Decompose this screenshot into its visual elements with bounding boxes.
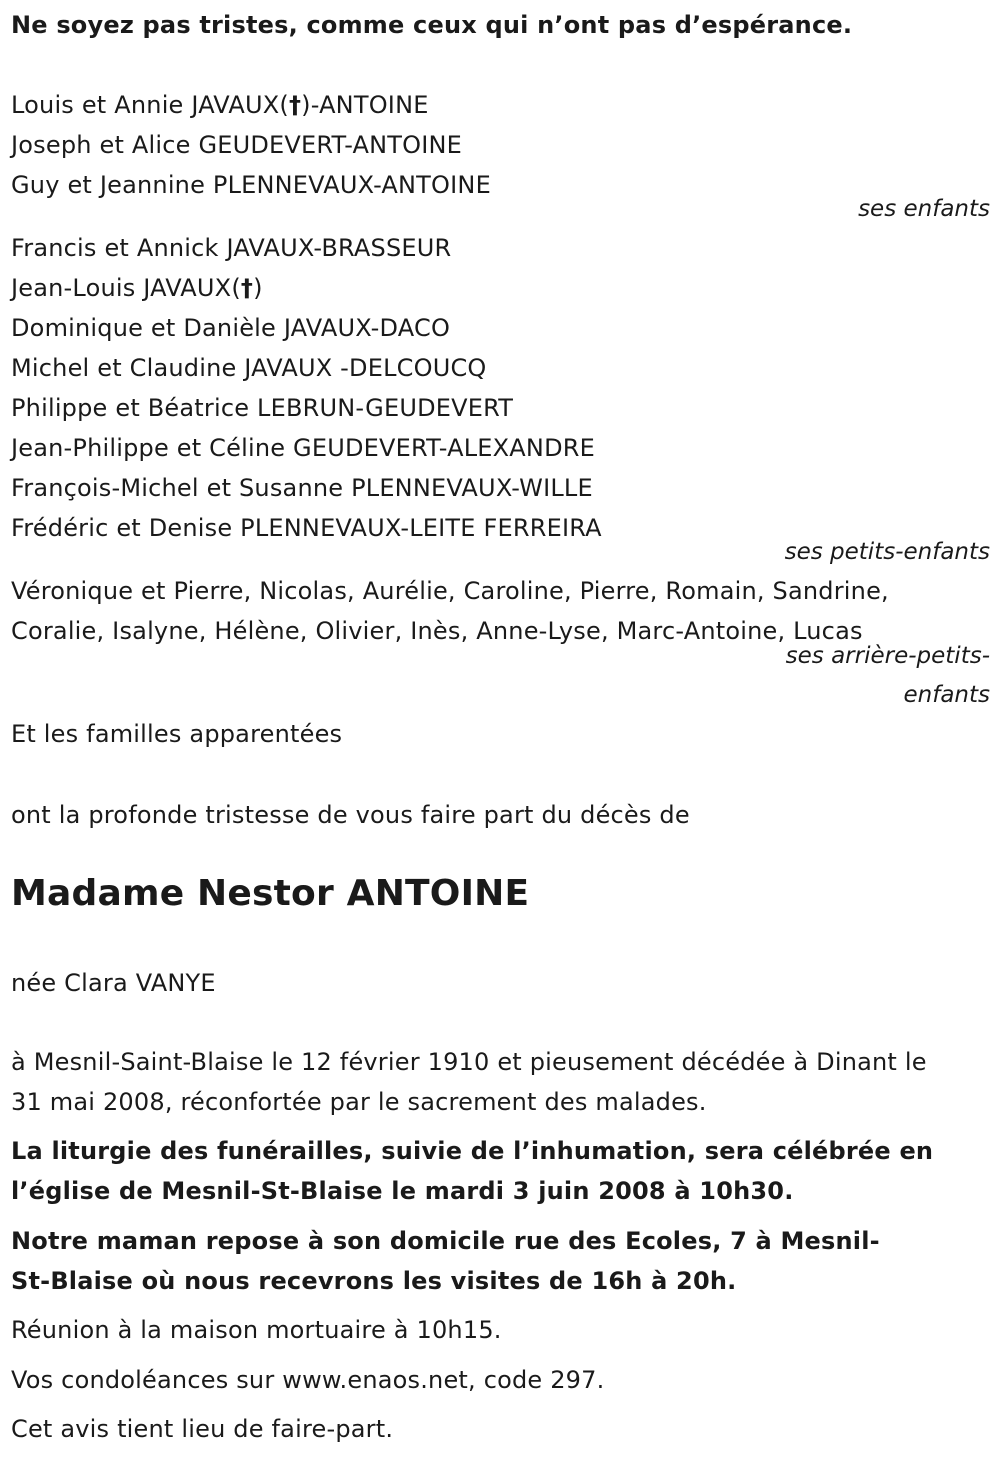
birth-death-line: à Mesnil-Saint-Blaise le 12 février 1910 et pieusement décédée à Dinant le [11, 1048, 927, 1076]
grandchild-line: Jean-Philippe et Céline GEUDEVERT-ALEXANDRE [11, 434, 596, 462]
grandchild-line: Philippe et Béatrice LEBRUN-GEUDEVERT [11, 394, 514, 422]
visitation-line: Notre maman repose à son domicile rue des Ecoles, 7 à Mesnil- [11, 1227, 880, 1255]
announcement-line: ont la profonde tristesse de vous faire part du décès de [11, 801, 690, 829]
child-line: Joseph et Alice GEUDEVERT-ANTOINE [11, 131, 463, 159]
cross-icon: † [288, 91, 302, 119]
condolences-line: Vos condoléances sur www.enaos.net, code 297. [11, 1366, 605, 1394]
grandchild-line: Michel et Claudine JAVAUX -DELCOUCQ [11, 354, 487, 382]
name-text: )-ANTOINE [301, 91, 429, 119]
visitation-line: St-Blaise où nous recevrons les visites de 16h à 20h. [11, 1267, 737, 1295]
child-line [11, 85, 429, 125]
funeral-line: La liturgie des funérailles, suivie de l’inhumation, sera célébrée en [11, 1137, 934, 1165]
grandchild-line [11, 268, 263, 308]
epigraph: Ne soyez pas tristes, comme ceux qui n’ont pas d’espérance. [11, 11, 853, 39]
great-grandchildren-line: Coralie, Isalyne, Hélène, Olivier, Inès, Anne-Lyse, Marc-Antoine, Lucas [11, 617, 863, 645]
great-grandchildren-line: Véronique et Pierre, Nicolas, Aurélie, Caroline, Pierre, Romain, Sandrine, [11, 577, 889, 605]
grandchild-line: François-Michel et Susanne PLENNEVAUX-WILLE [11, 474, 593, 502]
grandchild-line: Dominique et Danièle JAVAUX-DACO [11, 314, 451, 342]
grandchild-line: Francis et Annick JAVAUX-BRASSEUR [11, 234, 452, 262]
child-line: Guy et Jeannine PLENNEVAUX-ANTOINE [11, 171, 491, 199]
funeral-line: l’église de Mesnil-St-Blaise le mardi 3 juin 2008 à 10h30. [11, 1177, 794, 1205]
name-text: Louis et Annie JAVAUX( [11, 91, 289, 119]
grandchild-line: Frédéric et Denise PLENNEVAUX-LEITE FERREIRA [11, 514, 602, 542]
grandchildren-label: ses petits-enfants [784, 539, 990, 565]
name-text: Jean-Louis JAVAUX( [11, 274, 241, 302]
great-grandchildren-label: enfants [903, 682, 990, 708]
closing-line: Cet avis tient lieu de faire-part. [11, 1415, 394, 1443]
children-label: ses enfants [858, 196, 990, 222]
cross-icon: † [240, 274, 254, 302]
meeting-line: Réunion à la maison mortuaire à 10h15. [11, 1316, 502, 1344]
great-grandchildren-label: ses arrière-petits- [785, 643, 990, 669]
families-line: Et les familles apparentées [11, 720, 343, 748]
deceased-name: Madame Nestor ANTOINE [11, 873, 530, 914]
maiden-name: née Clara VANYE [11, 969, 216, 997]
birth-death-line: 31 mai 2008, réconfortée par le sacrement des malades. [11, 1088, 707, 1116]
name-text: ) [253, 274, 263, 302]
